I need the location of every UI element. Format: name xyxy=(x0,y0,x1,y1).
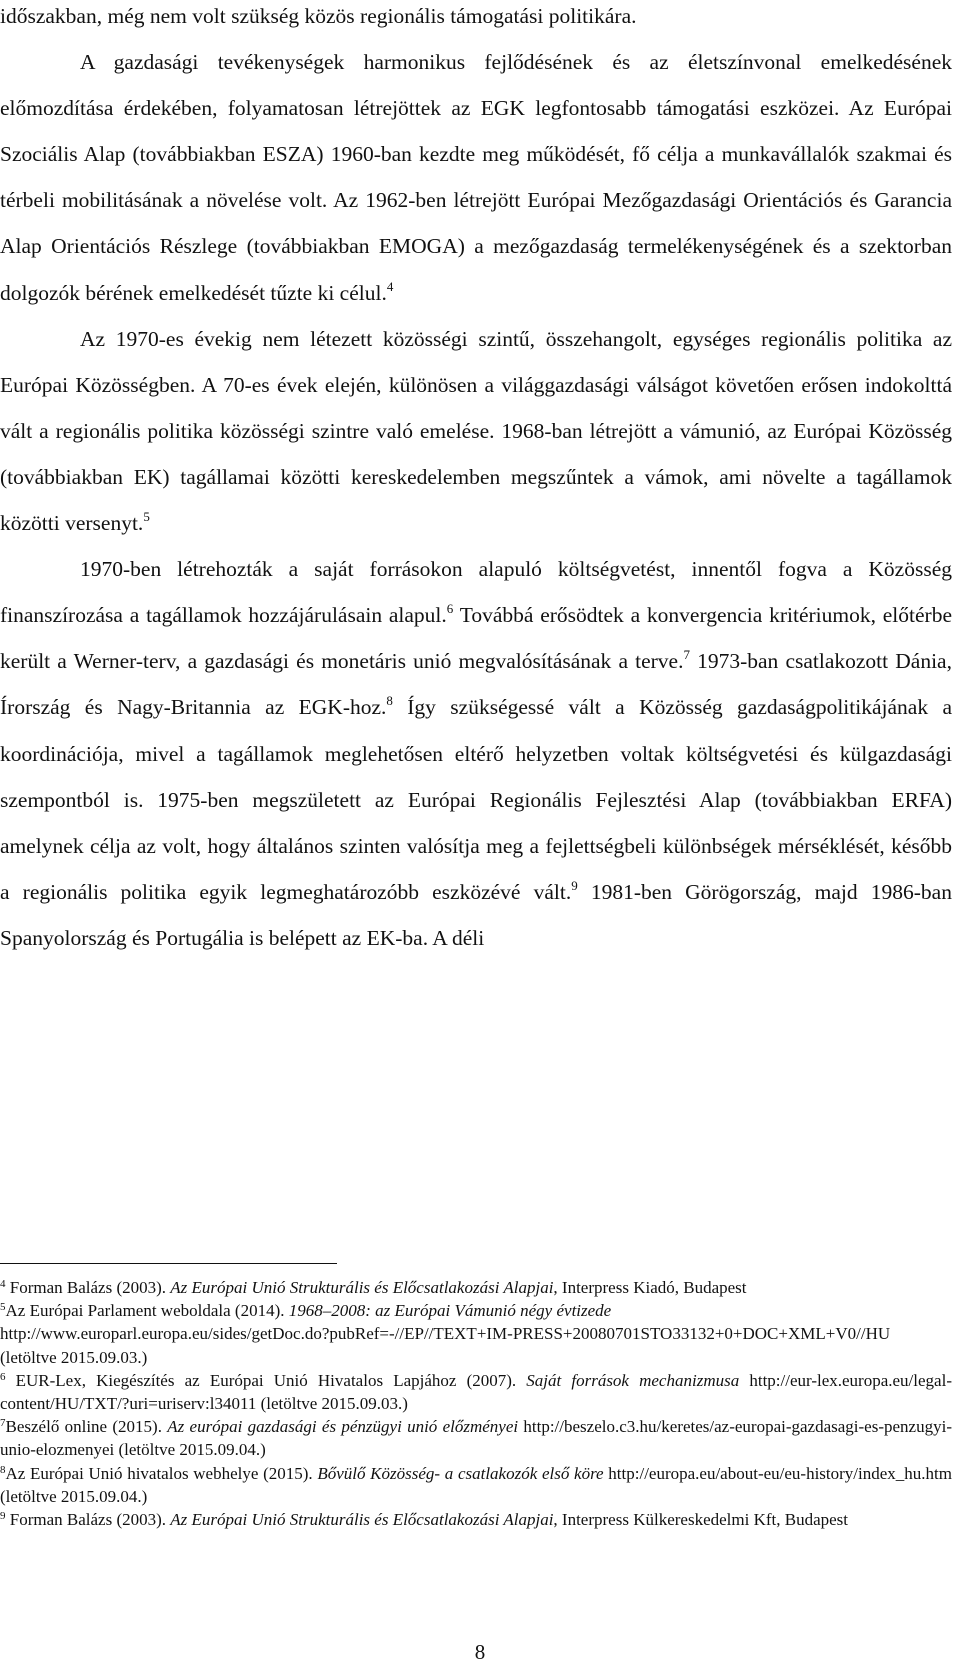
footnote xyxy=(0,1508,952,1531)
footnote-marker: 9 xyxy=(571,877,578,893)
text-run: http://europa.eu/about-eu/eu-history/index_hu.htm (letöltve 2015.09.04.) xyxy=(0,1463,952,1506)
italic-title: Az Európai Unió Strukturális és Előcsatlakozási Alapjai xyxy=(170,1278,554,1297)
text-run: 1970-ben létrehozták a saját forrásokon alapuló költségvetést, innentől fogva a Közösség finanszírozása a tagállamok hozzájárulásain alapul. xyxy=(0,557,952,628)
text-run: , Interpress Külkereskedelmi Kft, Budapest xyxy=(553,1510,849,1530)
text-run: A gazdasági tevékenységek harmonikus fejlődésének és az életszínvonal emelkedésének előmozdítása érdekében, folyamatosan létrejöttek az EGK legfontosabb támogatási eszközei. Az Európai Szociális Alap (továbbiakban ESZA) 1960-ban kezdte meg működését, fő célja a munkavállalók szakmai és térbeli mobilitásának a növelése volt. Az 1962-ben létrejött Európai Mezőgazdasági Orientációs és Garancia Alap Orientációs Részlege (továbbiakban EMOGA) a mezőgazdaság termelékenységének és a szektorban dolgozók bérének emelkedését tűzte ki célul. xyxy=(0,50,952,305)
footnote xyxy=(0,1462,952,1508)
footnotes xyxy=(0,1276,952,1531)
paragraph xyxy=(0,316,952,546)
footnote-marker: 7 xyxy=(0,1417,6,1430)
footnote-marker: 8 xyxy=(0,1463,6,1476)
footnote-marker: 6 xyxy=(0,1370,6,1383)
paragraph xyxy=(0,546,952,961)
text-run: Forman Balázs (2003). xyxy=(5,1510,171,1530)
footnote-marker: 9 xyxy=(0,1510,6,1523)
footnote-marker: 8 xyxy=(386,693,393,709)
text-run: http://beszelo.c3.hu/keretes/az-europai-gazdasagi-es-penzugyi-unio-elozmenyei (letöltve 2015.09.04.) xyxy=(0,1417,952,1460)
text-run: időszakban, még nem volt szükség közös regionális támogatási politikára. xyxy=(0,4,637,28)
italic-title: Az európai gazdasági és pénzügyi unió előzményei xyxy=(167,1417,519,1437)
text-run: Az Európai Unió hivatalos webhelye (2015). xyxy=(5,1463,318,1483)
footnote-marker: 5 xyxy=(0,1301,6,1314)
text-run: Továbbá erősödtek a konvergencia kritériumok, előtérbe került a Werner-terv, a gazdasági és monetáris unió megvalósításának a terve. xyxy=(0,603,953,674)
footnote-marker: 4 xyxy=(386,278,394,294)
footnote xyxy=(0,1299,952,1369)
footnote-separator xyxy=(0,1263,337,1264)
text-run: Az Európai Parlament weboldala (2014). xyxy=(5,1301,289,1321)
italic-title: Bővülő Közösség- a csatlakozók első köre xyxy=(317,1463,604,1483)
footnote xyxy=(0,1369,952,1415)
text-run: 1981-ben Görögország, majd 1986-ban Spanyolország és Portugália is belépett az EK-ba. A déli xyxy=(0,879,952,950)
italic-title: Az Európai Unió Strukturális és Előcsatlakozási Alapjai xyxy=(170,1510,554,1530)
text-run: 1973-ban csatlakozott Dánia, Írország és Nagy-Britannia az EGK-hoz. xyxy=(0,649,952,720)
footnote-marker: 7 xyxy=(683,647,690,663)
text-run: , Interpress Kiadó, Budapest xyxy=(553,1278,747,1297)
page-number: 8 xyxy=(474,1640,486,1664)
footnote-marker: 6 xyxy=(446,601,454,617)
paragraph xyxy=(0,39,952,316)
italic-title: Saját források mechanizmusa xyxy=(526,1370,740,1390)
text-run: (letöltve 2015.09.03.) xyxy=(0,1347,148,1367)
italic-title: 1968–2008: az Európai Vámunió négy évtizede xyxy=(288,1301,612,1321)
text-run: EUR-Lex, Kiegészítés az Európai Unió Hivatalos Lapjához (2007). xyxy=(5,1370,527,1390)
text-run: http://eur-lex.europa.eu/legal-content/HU/TXT/?uri=uriserv:l34011 (letöltve 2015.09.03.) xyxy=(0,1370,952,1414)
reference-url: http://www.europarl.europa.eu/sides/getDoc.do?pubRef=-//EP//TEXT+IM-PRESS+20080701STO33132+0+DOC+XML+V0//HU xyxy=(0,1324,891,1344)
footnote xyxy=(0,1276,952,1299)
text-run: Így szükségessé vált a Közösség gazdaságpolitikájának a koordinációja, mivel a tagállamok meglehetősen eltérő helyzetben voltak költségvetési és külgazdasági szempontból is. 1975-ben megszületett az Európai Regionális Fejlesztési Alap (továbbiakban ERFA) amelynek célja az volt, hogy általános szinten valósítja meg a fejlettségbeli különbségek mérséklését, később a regionális politika egyik legmeghatározóbb eszközévé vált. xyxy=(0,695,952,904)
text-run: Az 1970-es évekig nem létezett közösségi szintű, összehangolt, egységes regionális politika az Európai Közösségben. A 70-es évek elején, különösen a világgazdasági válságot követően erősen indokolttá vált a regionális politika közösségi szintre való emelése. 1968-ban létrejött a vámunió, az Európai Közösség (továbbiakban EK) tagállamai közötti kereskedelemben megszűntek a vámok, ami növelte a tagállamok közötti versenyt. xyxy=(0,326,952,536)
text-run: Forman Balázs (2003). xyxy=(5,1278,171,1297)
footnote-marker: 4 xyxy=(0,1278,6,1290)
text-run: Beszélő online (2015). xyxy=(5,1417,168,1437)
paragraph xyxy=(0,0,952,39)
footnote-marker: 5 xyxy=(143,509,150,525)
footnote xyxy=(0,1415,952,1461)
